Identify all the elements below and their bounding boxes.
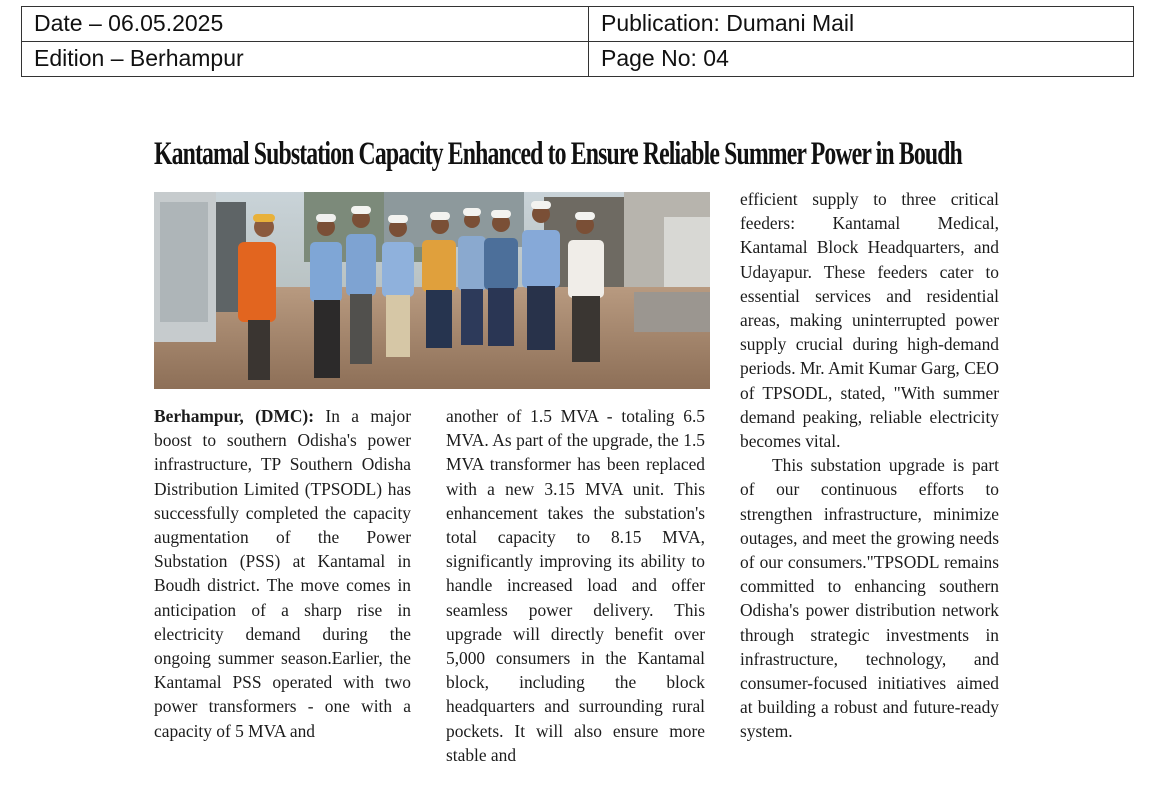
article-column-1 bbox=[154, 404, 411, 743]
article-column-3 bbox=[740, 187, 999, 744]
page-number-cell: Page No: 04 bbox=[589, 42, 1134, 77]
paragraph: This substation upgrade is part of our continuous efforts to strengthen infrastructure, minimize outages, and meet the growing needs of our consumers."TPSODL remains committed to enhancing southern Odisha's power distribution network through strategic investments in infrastructure, technology, and consumer-focused initiatives aimed at building a robust and future-ready system. bbox=[740, 455, 999, 742]
paragraph: efficient supply to three critical feeders: Kantamal Medical, Kantamal Block Headquarters, and Udayapur. These feeders cater to essential services and residential areas, making uninterrupted power supply crucial during high-demand periods. Mr. Amit Kumar Garg, CEO of TPSODL, stated, "With summer demand peaking, reliable electricity becomes vital. bbox=[740, 189, 999, 452]
headline-text: Kantamal Substation Capacity Enhanced to Ensure Reliable Summer Power in Boudh bbox=[154, 136, 962, 172]
info-row bbox=[22, 42, 1134, 77]
date-cell: Date – 06.05.2025 bbox=[22, 7, 589, 42]
article-column-2 bbox=[446, 404, 705, 767]
info-row bbox=[22, 7, 1134, 42]
edition-cell: Edition – Berhampur bbox=[22, 42, 589, 77]
article-photo bbox=[154, 192, 710, 389]
paragraph bbox=[154, 404, 411, 743]
substation-team-photo bbox=[154, 192, 710, 389]
publication-info-table bbox=[21, 6, 1134, 77]
column-text: In a major boost to southern Odisha's power infrastructure, TP Southern Odisha Distribution Limited (TPSODL) has successfully completed the capacity augmentation of the Power Substation (PSS) at Kantamal in Boudh district. The move comes in anticipation of a sharp rise in electricity demand during the ongoing summer season.Earlier, the Kantamal PSS operated with two power transformers - one with a capacity of 5 MVA and bbox=[154, 406, 411, 741]
paragraph: another of 1.5 MVA - totaling 6.5 MVA. As part of the upgrade, the 1.5 MVA transformer has been replaced with a new 3.15 MVA unit. This enhancement takes the substation's total capacity to 8.15 MVA, significantly improving its ability to handle increased load and offer seamless power delivery. This upgrade will directly benefit over 5,000 consumers in the Kantamal block, including the block headquarters and surrounding rural pockets. It will also ensure more stable and bbox=[446, 406, 705, 765]
article-headline bbox=[154, 126, 1000, 182]
publication-cell: Publication: Dumani Mail bbox=[589, 7, 1134, 42]
dateline: Berhampur, (DMC): bbox=[154, 406, 315, 426]
